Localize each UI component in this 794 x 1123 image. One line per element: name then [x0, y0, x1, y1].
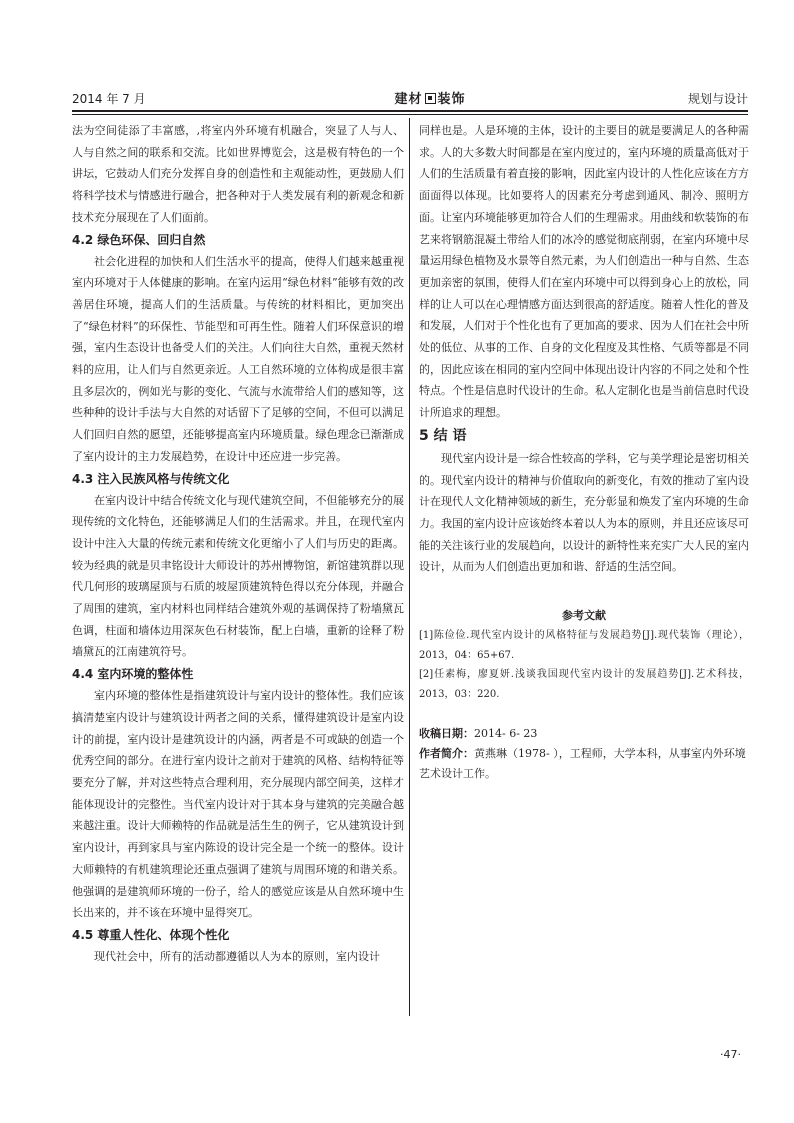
page-number: ·47·	[720, 1048, 741, 1061]
section-heading-4-3: 4.3 注入民族风格与传统文化	[72, 471, 230, 486]
references-heading: 参考文献	[562, 609, 606, 623]
received-value: 2014- 6- 23	[474, 727, 538, 741]
paragraph: 同样也是。人是环境的主体，设计的主要目的就是要满足人的各种需求。人的大多数大时间都是在室内度过的，室内环境的质量高低对于人们的生活质量有着直接的影响，因此室内设计的人性化应该在方方面面得以体现。比如要将人的因素充分考虑到通风、制冷、照明方面。让室内环境能够更加符合人们的生理需求。用曲线和软装饰的布艺来将钢筋混凝土带给人们的冰冷的感觉彻底削弱，在室内环境中尽量运用绿色植物及水景等自然元素，为人们创造出一种与自然、生态更加亲密的氛围，使得人们在室内环境中可以得到身心上的放松，同样的让人可以在心理情感方面达到很高的舒适度。随着人性化的普及和发展，人们对于个性化也有了更加高的要求、因为人们在社会中所处的低位、从事的工作、自身的文化程度及其性格、气质等都是不同的，因此应该在相同的室内空间中体现出设计内容的不同之处和个性特点。个性是信息时代设计的生命。私人定制化也是当前信息时代设计所追求的理想。	[419, 124, 749, 420]
right-column	[419, 120, 749, 784]
section-name: 规划与设计	[687, 92, 748, 106]
reference-item: [2]任素梅，廖夏妍.浅谈我国现代室内设计的发展趋势[J].艺术科技，2013，03：220.	[419, 669, 749, 700]
journal-name-tail: 装饰	[437, 92, 466, 107]
section-heading-4-2: 4.2 绿色环保、回归自然	[72, 232, 206, 247]
received-date	[419, 724, 749, 744]
section-heading-4-5: 4.5 尊重人性化、体现个性化	[72, 927, 230, 942]
paragraph: 在室内设计中结合传统文化与现代建筑空间，不但能够充分的展现传统的文化特色，还能够满足人们的生活需求。并且，在现代室内设计中注入大量的传统元素和传统文化更缩小了人们与历史的距离。较为经典的就是贝聿铭设计大师设计的苏州博物馆，新馆建筑群以现代几何形的玻璃屋顶与石质的坡屋顶建筑特色得以充分体现，并融合了周围的建筑，室内材料也同样结合建筑外观的基调保持了粉墙黛瓦色调，柱面和墙体边用深灰色石材装饰，配上白墙，重新的诠释了粉墙黛瓦的江南建筑符号。	[72, 493, 404, 659]
journal-logo	[370, 88, 490, 107]
paragraph: 法为空间徒添了丰富感，,将室内外环境有机融合，突显了人与人、人与自然之间的联系和交流。比如世界博览会，这是极有特色的一个讲坛，它鼓动人们充分发挥自身的创造性和主观能动性，更鼓励人们将科学技术与情感进行融合，把各种对于人类发展有利的新观念和新技术充分展现在了人们面前。	[72, 124, 404, 224]
paragraph: 社会化进程的加快和人们生活水平的提高，使得人们越来越重视室内环境对于人体健康的影响。在室内运用“绿色材料”能够有效的改善居住环境，提高人们的生活质量。与传统的材料相比，更加突出了“绿色材料”的环保性、节能型和可再生性。随着人们环保意识的增强，室内生态设计也备受人们的关注。人们向往大自然，重视天然材料的应用，让人们与自然更亲近。人工自然环境的立体构成是很丰富且多层次的，例如光与影的变化、气流与水流带给人们的感知等，这些种种的设计手法与大自然的对话留下了足够的空间，不但可以满足人们回归自然的愿望，还能够提高室内环境质量。绿色理念已渐渐成了室内设计的主力发展趋势，在设计中还应进一步完善。	[72, 254, 404, 463]
issue-date: 2014 年 7 月	[72, 92, 146, 106]
header-rule-thin	[72, 114, 748, 115]
running-header	[72, 88, 748, 108]
author-value: 黄燕琳（1978- ），工程师，大学本科，从事室内外环境艺术设计工作。	[419, 747, 746, 781]
reference-item: [1]陈俭俭.现代室内设计的风格特征与发展趋势[J].现代装饰（理论），2013，04：65+67.	[419, 630, 749, 661]
received-label: 收稿日期：	[419, 727, 474, 741]
author-label: 作者简介：	[419, 747, 474, 761]
paragraph: 室内环境的整体性是指建筑设计与室内设计的整体性。我们应该搞清楚室内设计与建筑设计两者之间的关系，懂得建筑设计是室内设计的前提，室内设计是建筑设计的内涵，两者是不可或缺的创造一个优秀空间的部分。在进行室内设计之前对于建筑的风格、结构特征等要充分了解，并对这些特点合理利用，充分展现内部空间美，这样才能体现设计的完整性。当代室内设计对于其本身与建筑的完美融合越来越注重。设计大师赖特的作品就是活生生的例子，它从建筑设计到室内设计，再到家具与室内陈设的设计完全是一个统一的整体。设计大师赖特的有机建筑理论还重点强调了建筑与周围环境的和谐关系。他强调的是建筑师环境的一份子，给人的感觉应该是从自然环境中生长出来的，并不该在环境中显得突兀。	[72, 689, 404, 920]
journal-name: 建材	[394, 92, 423, 107]
section-heading-5: 5 结 语	[419, 427, 467, 444]
paragraph: 现代室内设计是一综合性较高的学科，它与美学理论是密切相关的。现代室内设计的精神与价值取向的新变化，有效的推动了室内设计在现代人文化精神领域的新生，充分彰显和焕发了室内环境的生命力。我国的室内设计应该始终本着以人为本的原则，并且还应该尽可能的关注该行业的发展趋向，以设计的新特性来充实广大人民的室内设计，从而为人们创造出更加和谐、舒适的生活空间。	[419, 451, 749, 574]
journal-emblem-icon	[425, 93, 436, 104]
paragraph: 现代社会中，所有的活动都遵循以人为本的原则，室内设计	[94, 949, 380, 963]
section-heading-4-4: 4.4 室内环境的整体性	[72, 667, 194, 682]
column-divider	[409, 118, 410, 1016]
left-column	[72, 120, 404, 968]
header-rule	[72, 110, 748, 112]
author-bio	[419, 744, 749, 784]
